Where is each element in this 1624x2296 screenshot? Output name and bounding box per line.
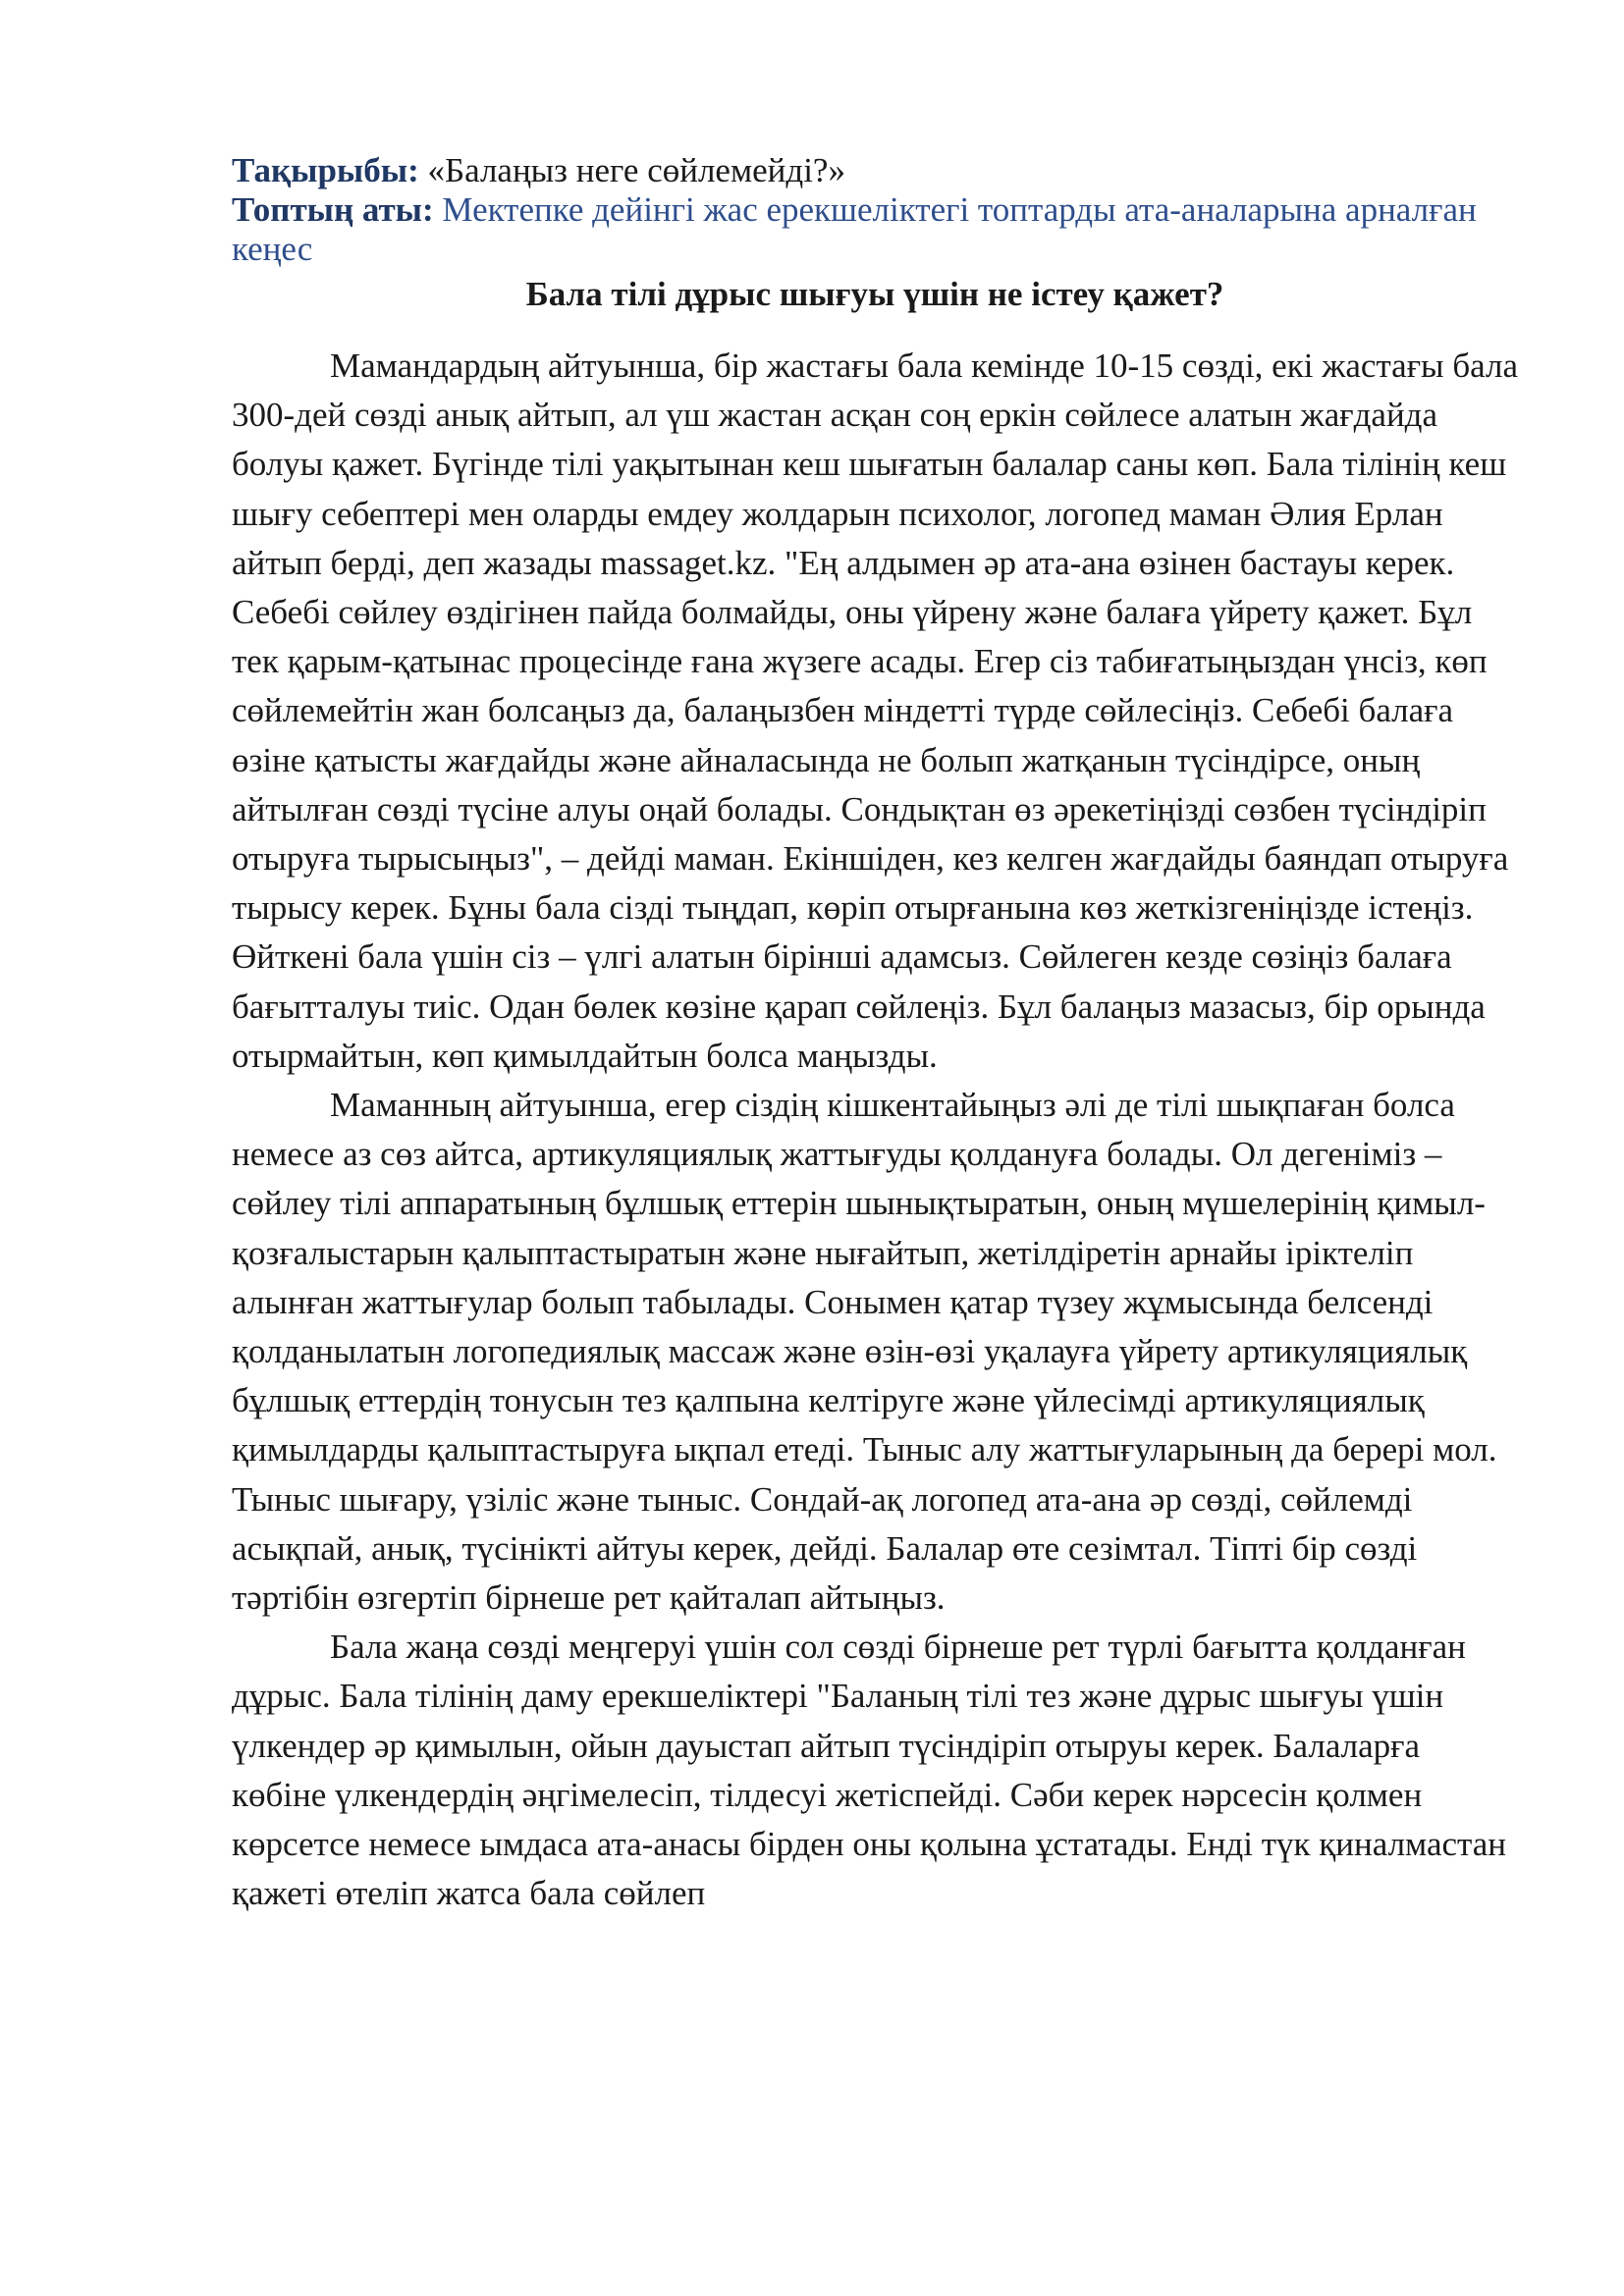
document-page [232, 151, 1518, 1919]
group-label: Топтың аты: [232, 190, 434, 229]
topic-line [232, 151, 1518, 190]
topic-label: Тақырыбы: [232, 151, 419, 189]
document-body [232, 342, 1518, 1919]
paragraph-3: Бала жаңа сөзді меңгеруі үшін сол сөзді бірнеше рет түрлі бағытта қолданған дұрыс. Бала тілінің даму ерекшеліктері "Баланың тілі тез және дұрыс шығуы үшін үлкендер әр қимылын, ойын дауыстап айтып түсіндіріп отыруы керек. Балаларға көбіне үлкендердің әңгімелесіп, тілдесуі жетіспейді. Сәби керек нәрсесін қолмен көрсетсе немесе ымдаса ата-анасы бірден оны қолына ұстатады. Енді түк қиналмастан қажеті өтеліп жатса бала сөйлеп [232, 1628, 1507, 1913]
group-line [232, 190, 1518, 269]
paragraph-2: Маманның айтуынша, егер сіздің кішкентайыңыз әлі де тілі шықпаған болса немесе аз сөз айтса, артикуляциялық жаттығуды қолдануға болады. Ол дегеніміз – сөйлеу тілі аппаратының бұлшық еттерін шынықтыратын, оның мүшелерінің қимыл-қозғалыстарын қалыптастыратын және нығайтып, жетілдіретін арнайы іріктеліп алынған жаттығулар болып табылады. Сонымен қатар түзеу жұмысында белсенді қолданылатын логопедиялық массаж және өзін-өзі уқалауға үйрету артикуляциялық бұлшық еттердің тонусын тез қалпына келтіруге және үйлесімді артикуляциялық қимылдарды қалыптастыруға ықпал етеді. Тыныс алу жаттығуларының да берері мол. Тыныс шығару, үзіліс және тыныс. Сондай-ақ логопед ата-ана әр сөзді, сөйлемді асықпай, анық, түсінікті айтуы керек, дейді. Балалар өте сезімтал. Тіпті бір сөзді тәртібін өзгертіп бірнеше рет қайталап айтыңыз. [232, 1086, 1497, 1618]
topic-value: «Балаңыз неге сөйлемейді?» [427, 151, 845, 189]
group-value: Мектепке дейінгі жас ерекшеліктегі топтарды ата-аналарына арналған кеңес [232, 190, 1477, 268]
document-heading: Бала тілі дұрыс шығуы үшін не істеу қажет? [525, 275, 1224, 313]
paragraph-1: Мамандардың айтуынша, бір жастағы бала кемінде 10-15 сөзді, екі жастағы бала 300-дей сөзді анық айтып, ал үш жастан асқан соң еркін сөйлесе алатын жағдайда болуы қажет. Бүгінде тілі уақытынан кеш шығатын балалар саны көп. Бала тілінің кеш шығу себептері мен оларды емдеу жолдарын психолог, логопед маман Әлия Ерлан айтып берді, деп жазады massaget.kz. "Ең алдымен әр ата-ана өзінен бастауы керек. Себебі сөйлеу өздігінен пайда болмайды, оны үйрену және балаға үйрету қажет. Бұл тек қарым-қатынас процесінде ғана жүзеге асады. Егер сіз табиғатыңыздан үнсіз, көп сөйлемейтін жан болсаңыз да, балаңызбен міндетті түрде сөйлесіңіз. Себебі балаға өзіне қатысты жағдайды және айналасында не болып жатқанын түсіндірсе, оның айтылған сөзді түсіне алуы оңай болады. Сондықтан өз әрекетіңізді сөзбен түсіндіріп отыруға тырысыңыз", – дейді маман. Екіншіден, кез келген жағдайды баяндап отыруға тырысу керек. Бұны бала сізді тыңдап, көріп отырғанына көз жеткізгеніңізде істеңіз. Өйткені бала үшін сіз – үлгі алатын бірінші адамсыз. Сөйлеген кезде сөзіңіз балаға бағытталуы тиіс. Одан бөлек көзіне қарап сөйлеңіз. Бұл балаңыз мазасыз, бір орында отырмайтын, көп қимылдайтын болса маңызды. [232, 347, 1518, 1075]
